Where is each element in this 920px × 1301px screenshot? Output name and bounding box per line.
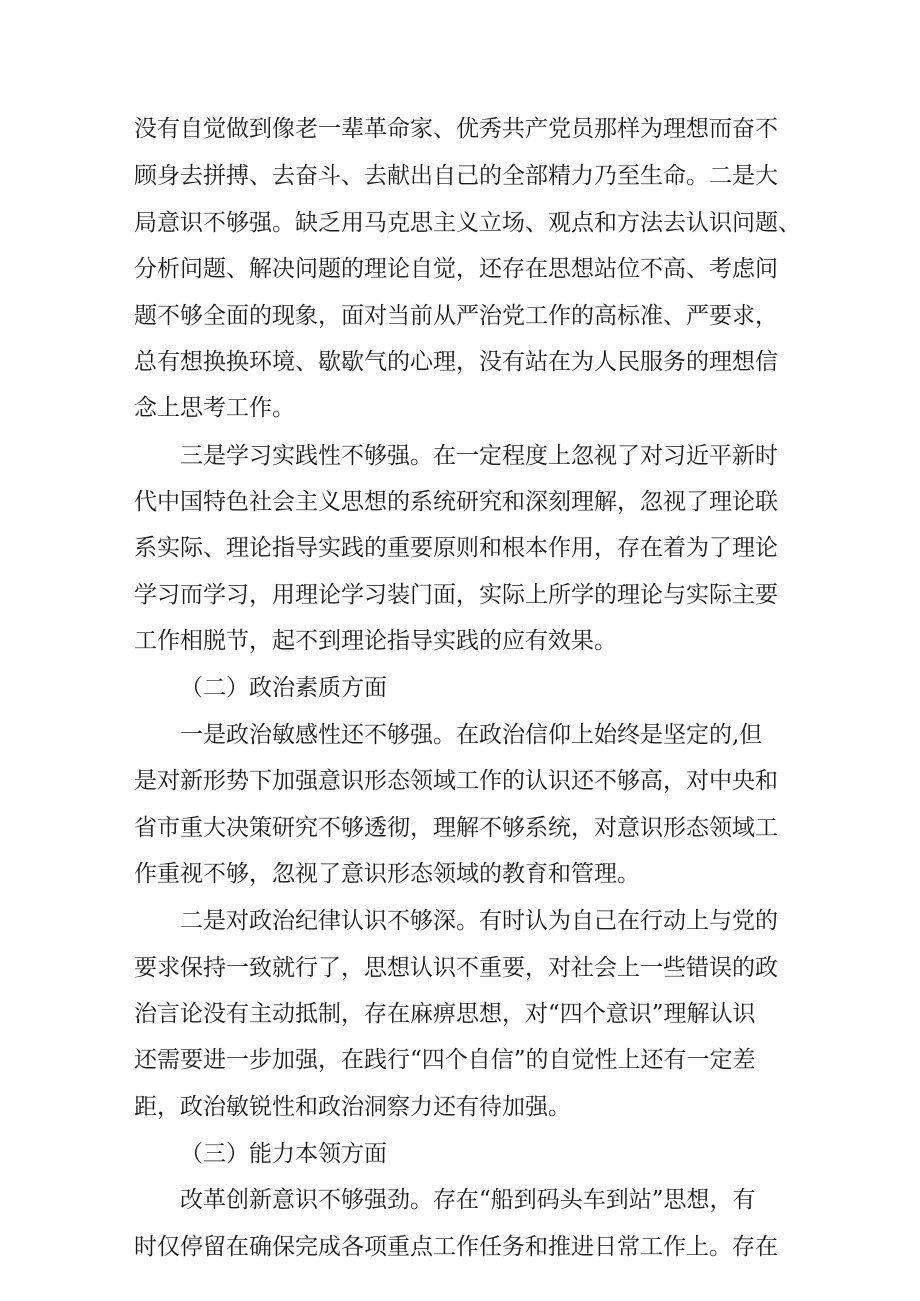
text-line: 分析问题、解决问题的理论自觉，还存在思想站位不高、考虑问	[134, 256, 778, 282]
text-line: 总有想换换环境、歇歇气的心理，没有站在为人民服务的理想信	[134, 349, 778, 375]
text-line: 三是学习实践性不够强。在一定程度上忽视了对习近平新时	[180, 443, 778, 469]
text-line: 念上思考工作。	[134, 395, 295, 421]
text-line: 治言论没有主动抵制，存在麻痹思想，对“四个意识”理解认识	[134, 1001, 756, 1027]
text-line: 工作相脱节，起不到理论指导实践的应有效果。	[134, 628, 617, 654]
text-line: 时仅停留在确保完成各项重点工作任务和推进日常工作上。存在	[134, 1234, 778, 1260]
text-line: 距，政治敏锐性和政治洞察力还有待加强。	[134, 1094, 571, 1120]
text-line: 还需要进一步加强，在践行“四个自信”的自觉性上还有一定差	[134, 1047, 756, 1073]
section-heading: （二）政治素质方面	[180, 675, 387, 701]
text-line: 是对新形势下加强意识形态领域工作的认识还不够高，对中央和	[134, 768, 778, 794]
text-line: 局意识不够强。缺乏用马克思主义立场、观点和方法去认识问题、	[134, 210, 801, 236]
text-line: 一是政治敏感性还不够强。在政治信仰上始终是坚定的,但	[180, 722, 763, 748]
section-heading: （三）能力本领方面	[180, 1141, 387, 1167]
text-line: 没有自觉做到像老一辈革命家、优秀共产党员那样为理想而奋不	[134, 116, 778, 142]
text-line: 题不够全面的现象，面对当前从严治党工作的高标准、严要求，	[134, 303, 778, 329]
text-line: 顾身去拼搏、去奋斗、去献出自己的全部精力乃至生命。二是大	[134, 163, 778, 189]
text-line: 省市重大决策研究不够透彻，理解不够系统，对意识形态领域工	[134, 815, 778, 841]
text-line: 改革创新意识不够强劲。存在“船到码头车到站”思想，有	[180, 1187, 756, 1213]
text-line: 作重视不够，忽视了意识形态领域的教育和管理。	[134, 861, 640, 887]
text-line: 要求保持一致就行了，思想认识不重要，对社会上一些错误的政	[134, 955, 778, 981]
text-line: 二是对政治纪律认识不够深。有时认为自己在行动上与党的	[180, 908, 778, 934]
text-line: 学习而学习，用理论学习装门面，实际上所学的理论与实际主要	[134, 582, 778, 608]
text-line: 代中国特色社会主义思想的系统研究和深刻理解，忽视了理论联	[134, 489, 778, 515]
text-line: 系实际、理论指导实践的重要原则和根本作用，存在着为了理论	[134, 535, 778, 561]
